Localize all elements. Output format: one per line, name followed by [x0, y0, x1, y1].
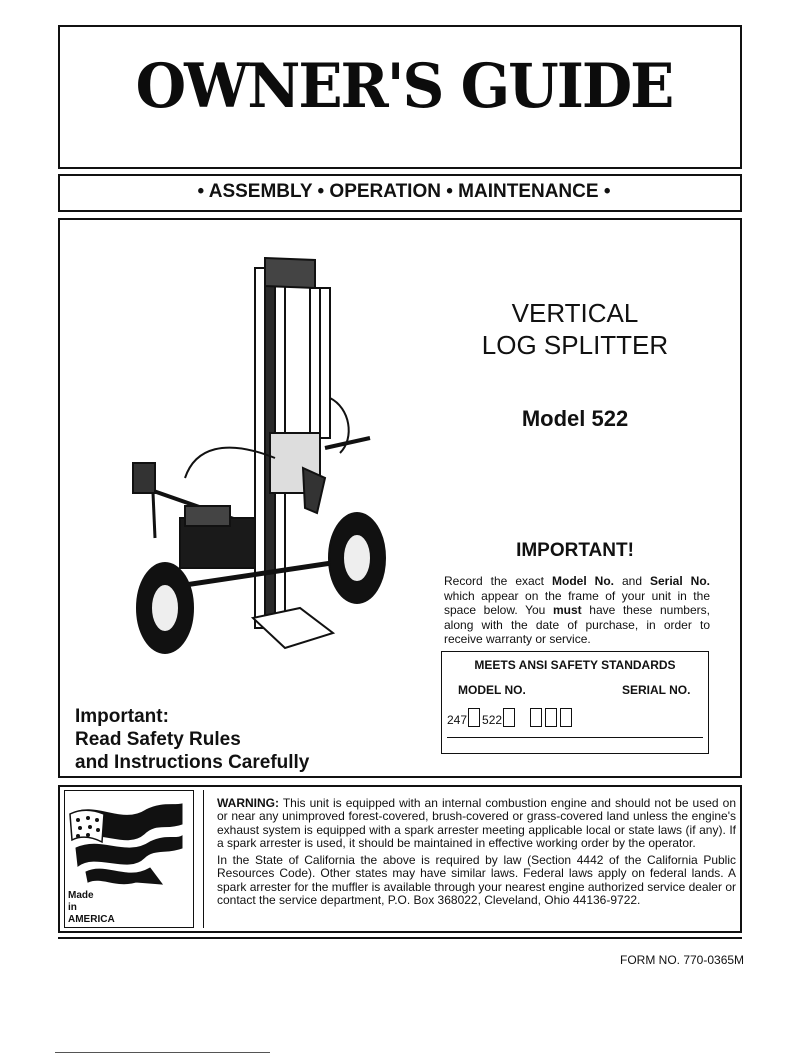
flag-line3: AMERICA: [68, 914, 115, 925]
warning-paragraph-1-body: This unit is equipped with an internal combustion engine and should not be used on or near any unimproved forest-covered, brush-covered or grass-covered land unless the engine's exhaust system is equipped with a spark arrester meeting applicable local or state laws (if any). If a spark arrester is used, it should be maintained in effective working order by the operator.: [217, 796, 736, 850]
model-suffix-box: [503, 708, 515, 727]
form-number: FORM NO. 770-0365M: [620, 953, 745, 967]
log-splitter-illustration: [125, 248, 395, 668]
record-instructions: [444, 574, 710, 647]
american-flag-icon: [66, 796, 186, 888]
footer-rule: [55, 1052, 270, 1053]
ansi-standards-label: MEETS ANSI SAFETY STANDARDS: [474, 658, 676, 672]
model-blank-box: [468, 708, 480, 727]
warning-text: [217, 797, 736, 911]
model-number-entry: [447, 708, 574, 727]
model-label: Model 522: [521, 406, 629, 431]
record-text-pre: Record the exact: [444, 574, 552, 588]
serial-no-label: SERIAL NO.: [622, 683, 691, 697]
model-no-emphasis: Model No.: [552, 574, 614, 588]
safety-line3: and Instructions Carefully: [75, 752, 310, 773]
flag-line1: Made: [68, 890, 94, 901]
product-title-line1: VERTICAL: [511, 298, 639, 328]
warning-label: WARNING:: [217, 796, 279, 810]
record-text-mid: which appear on the frame of your unit in the space below. You: [444, 588, 710, 617]
safety-notice: [75, 705, 309, 774]
must-emphasis: must: [553, 603, 582, 617]
record-text-and: and: [613, 574, 650, 588]
serial-box-3: [560, 708, 572, 727]
safety-line2: Read Safety Rules: [75, 729, 241, 750]
product-title-line2: LOG SPLITTER: [481, 330, 669, 360]
product-title: [455, 297, 695, 361]
document-title: OWNER'S GUIDE: [135, 50, 673, 122]
model-prefix: 247: [447, 713, 468, 727]
flag-line2: in: [68, 902, 77, 913]
warning-paragraph-1: [217, 797, 736, 850]
serial-no-emphasis: Serial No.: [649, 574, 710, 588]
bottom-rule: [58, 937, 742, 939]
serial-box-1: [530, 708, 542, 727]
entry-underline: [447, 737, 703, 738]
model-number: 522: [482, 713, 503, 727]
warning-paragraph-2: In the State of California the above is required by law (Section 4442 of the California Public Resources Code). Other states may have similar laws. Federal laws apply on federal lands. A spark arrester for the muffler is available through your nearest engine authorized service dealer or contact the service department, P.O. Box 368022, Cleveland, Ohio 44136-9722.: [217, 853, 736, 908]
made-in-america-caption: [68, 890, 115, 926]
subtitle: • ASSEMBLY • OPERATION • MAINTENANCE •: [197, 181, 611, 202]
important-heading: IMPORTANT!: [516, 540, 634, 561]
serial-box-2: [545, 708, 557, 727]
warning-divider: [203, 790, 204, 928]
safety-line1: Important:: [75, 706, 169, 727]
record-text-post: have these numbers, along with the date of purchase, in order to receive warranty or service.: [444, 603, 710, 646]
model-no-label: MODEL NO.: [458, 683, 526, 697]
